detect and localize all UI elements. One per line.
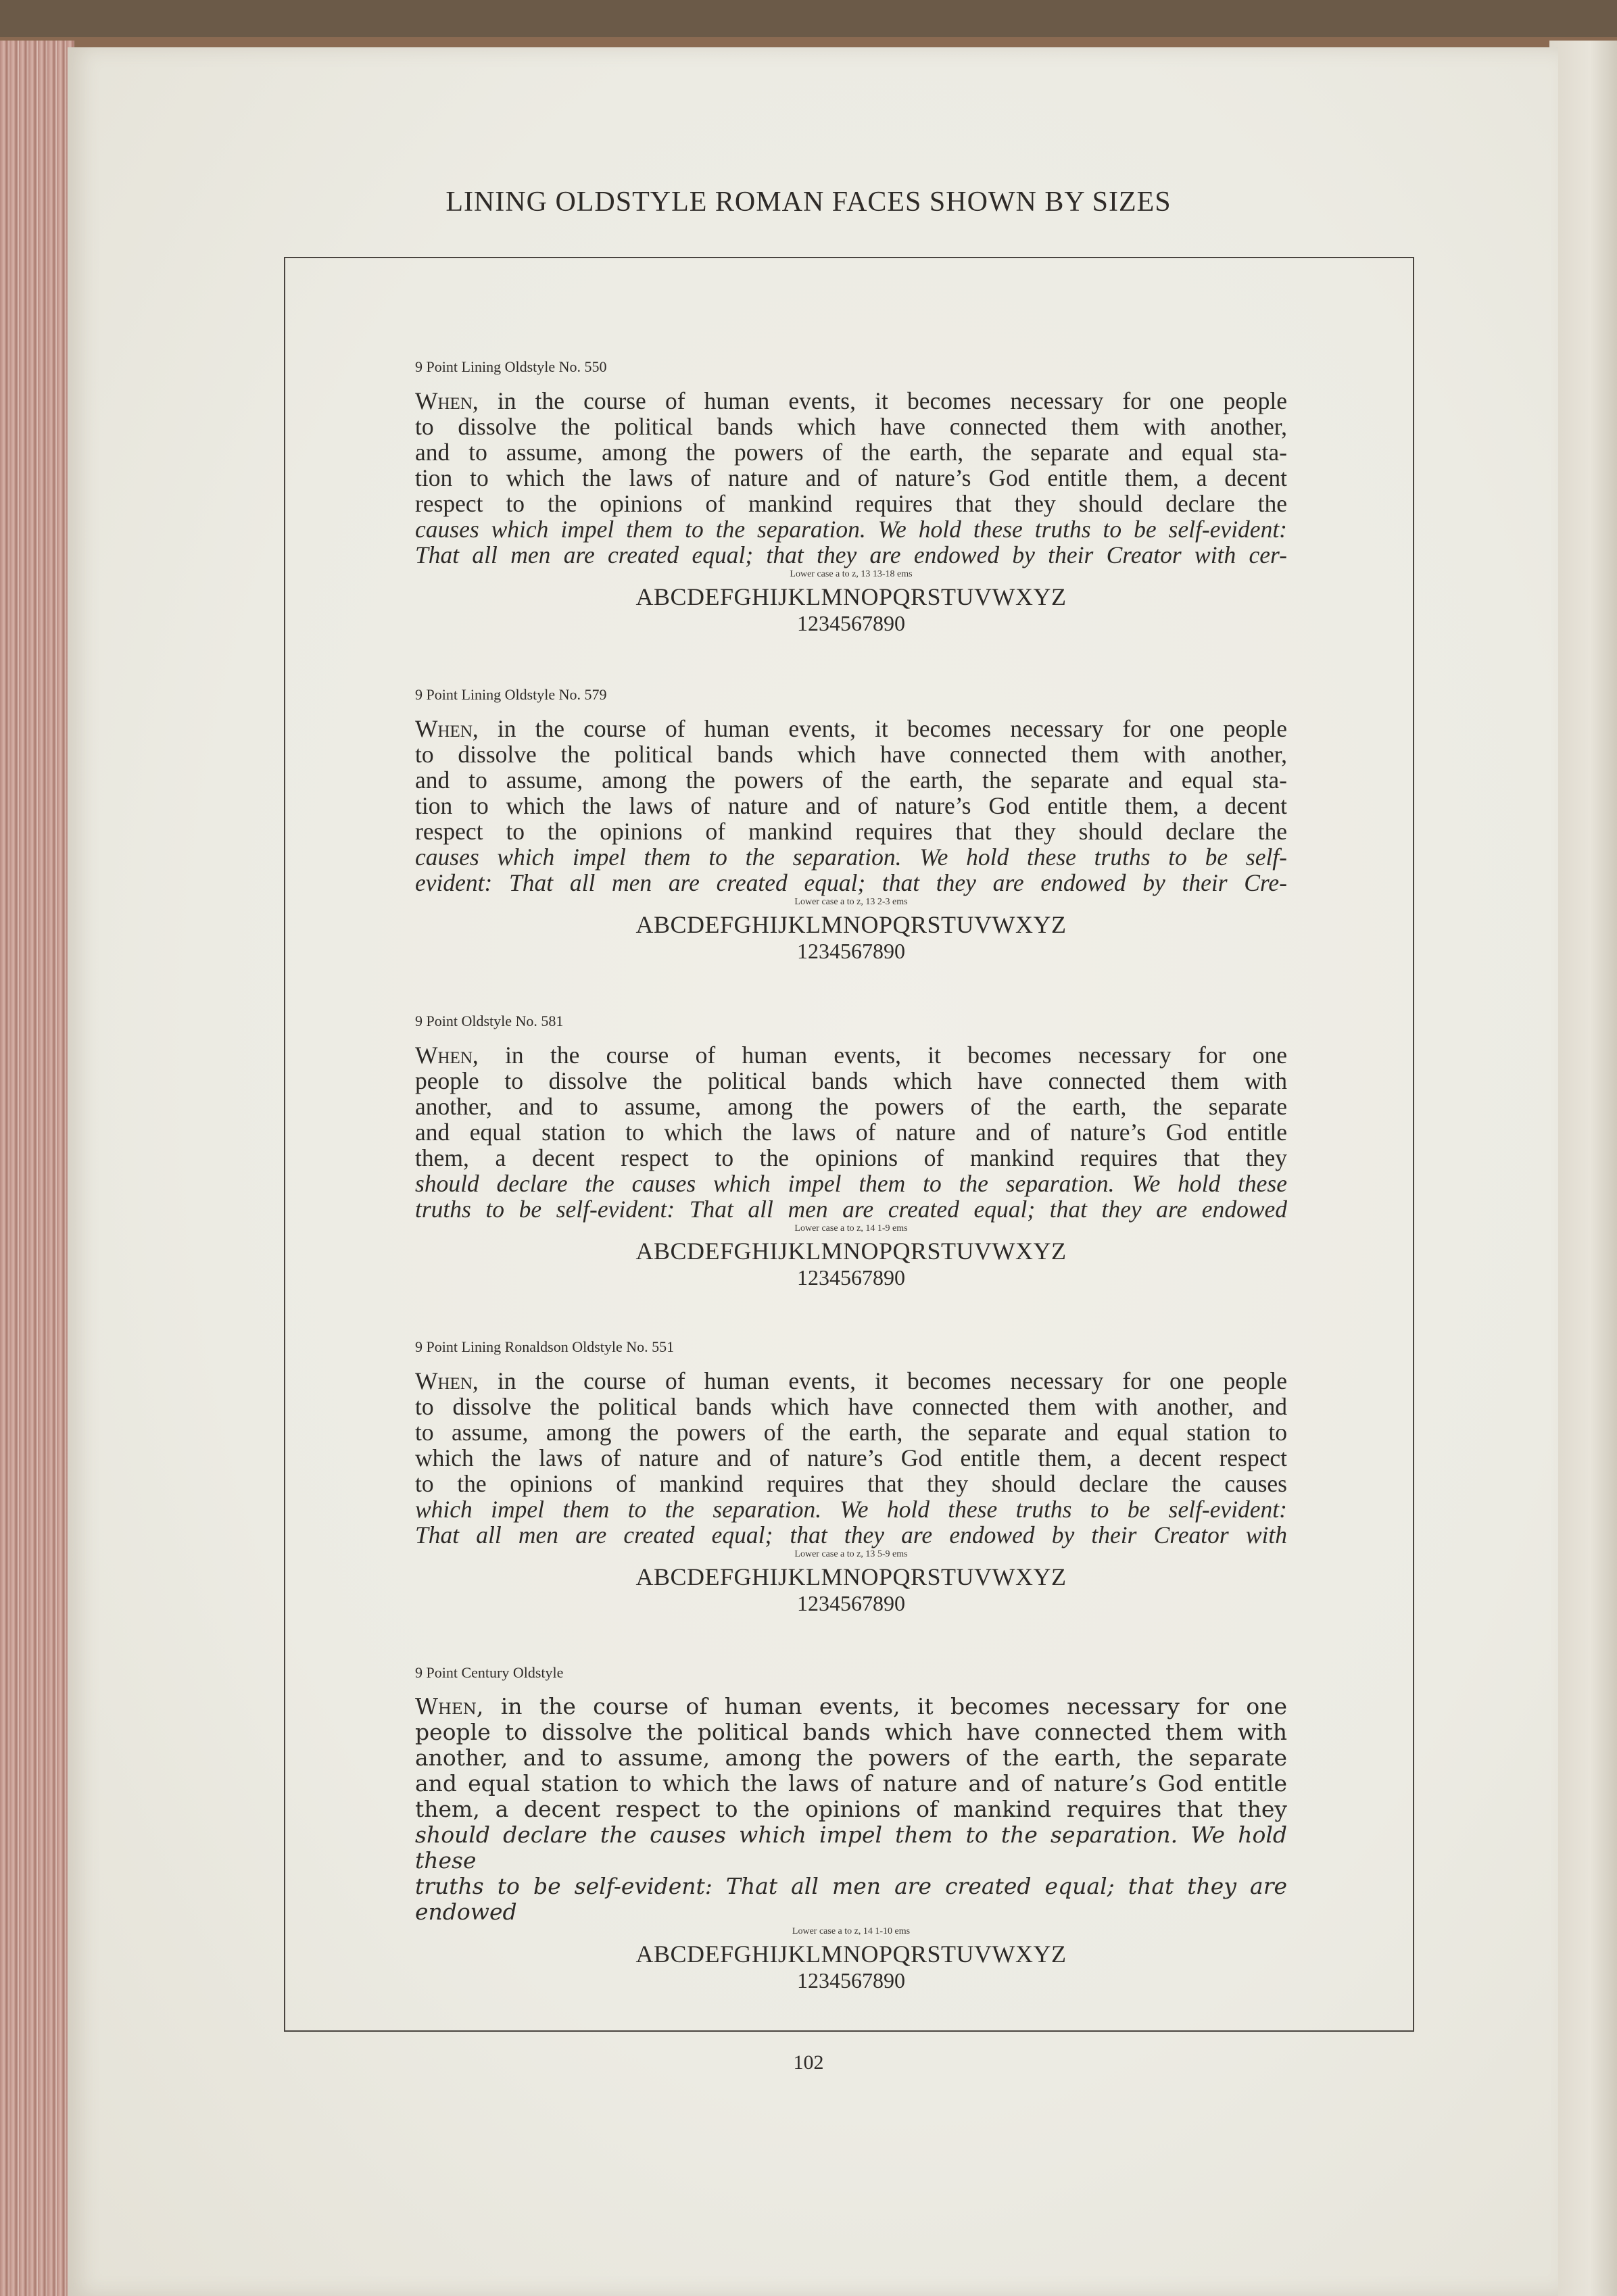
specimen-line: another, and to assume, among the powers of the earth, the separate xyxy=(415,1093,1287,1120)
specimen-line: tion to which the laws of nature and of nature’s God entitle them, a decent xyxy=(415,464,1287,491)
specimen-line: and to assume, among the powers of the earth, the separate and equal sta- xyxy=(415,766,1287,793)
specimen-line: causes which impel them to the separation. We hold these truths to be self-evident: xyxy=(415,516,1287,543)
lowercase-width-note: Lower case a to z, 14 1-9 ems xyxy=(794,1223,908,1234)
specimen-line: That all men are created equal; that they are endowed by their Creator with xyxy=(415,1521,1287,1548)
specimen-line: When, in the course of human events, it becomes necessary for one people xyxy=(415,387,1287,414)
specimen-line: tion to which the laws of nature and of nature’s God entitle them, a decent xyxy=(415,792,1287,819)
specimen-line: and equal station to which the laws of nature and of nature’s God entitle xyxy=(415,1770,1287,1797)
specimen-line: them, a decent respect to the opinions of mankind requires that they xyxy=(415,1144,1287,1171)
specimen-line: evident: That all men are created equal; that they are endowed by their Cre- xyxy=(415,869,1287,896)
specimen-line: When, in the course of human events, it becomes necessary for one xyxy=(415,1042,1287,1069)
specimen-label: 9 Point Oldstyle No. 581 xyxy=(415,1012,564,1029)
lowercase-width-note: Lower case a to z, 13 5-9 ems xyxy=(794,1549,908,1559)
specimen-line: to assume, among the powers of the earth, the separate and equal station to xyxy=(415,1419,1287,1446)
type-specimen xyxy=(415,1012,1287,1290)
specimen-line: to dissolve the political bands which have connected them with another, xyxy=(415,741,1287,768)
numerals: 1234567890 xyxy=(797,1265,905,1290)
specimen-line: to the opinions of mankind requires that they should declare the causes xyxy=(415,1470,1287,1497)
specimen-text xyxy=(415,1694,1287,1925)
capital-alphabet: ABCDEFGHIJKLMNOPQRSTUVWXYZ xyxy=(635,583,1067,610)
type-specimen xyxy=(415,686,1287,963)
type-specimen xyxy=(415,1338,1287,1615)
specimen-line: people to dissolve the political bands which have connected them with xyxy=(415,1067,1287,1094)
type-specimen xyxy=(415,358,1287,635)
specimen-line: truths to be self-evident: That all men are created equal; that they are endowed xyxy=(415,1873,1287,1925)
capital-alphabet: ABCDEFGHIJKLMNOPQRSTUVWXYZ xyxy=(635,1940,1067,1968)
specimen-line: to dissolve the political bands which have connected them with another, xyxy=(415,413,1287,440)
specimen-line: which impel them to the separation. We hold these truths to be self-evident: xyxy=(415,1496,1287,1523)
numerals: 1234567890 xyxy=(797,939,905,963)
specimen-label: 9 Point Lining Oldstyle No. 550 xyxy=(415,358,607,375)
lowercase-width-note: Lower case a to z, 14 1-10 ems xyxy=(792,1926,911,1936)
numerals: 1234567890 xyxy=(797,1968,905,1993)
specimen-line: When, in the course of human events, it becomes necessary for one xyxy=(415,1693,1287,1719)
specimen-label: 9 Point Lining Oldstyle No. 579 xyxy=(415,686,607,703)
specimen-line: to dissolve the political bands which have connected them with another, and xyxy=(415,1393,1287,1420)
specimen-line: them, a decent respect to the opinions of mankind requires that they xyxy=(415,1796,1287,1822)
running-head: LINING OLDSTYLE ROMAN FACES SHOWN BY SIZES xyxy=(445,187,1172,218)
specimen-line: which the laws of nature and of nature’s God entitle them, a decent respect xyxy=(415,1444,1287,1471)
specimen-line: That all men are created equal; that they are endowed by their Creator with cer- xyxy=(415,541,1287,568)
specimen-line: should declare the causes which impel them to the separation. We hold these xyxy=(415,1822,1287,1874)
specimen-line: and equal station to which the laws of nature and of nature’s God entitle xyxy=(415,1119,1287,1146)
capital-alphabet: ABCDEFGHIJKLMNOPQRSTUVWXYZ xyxy=(635,911,1067,938)
specimen-text xyxy=(415,716,1287,896)
specimen-line: people to dissolve the political bands which have connected them with xyxy=(415,1719,1287,1745)
numerals: 1234567890 xyxy=(797,611,905,635)
capital-alphabet: ABCDEFGHIJKLMNOPQRSTUVWXYZ xyxy=(635,1563,1067,1590)
lowercase-width-note: Lower case a to z, 13 2-3 ems xyxy=(794,897,908,907)
numerals: 1234567890 xyxy=(797,1591,905,1615)
specimen-text xyxy=(415,1042,1287,1222)
specimen-text xyxy=(415,1368,1287,1548)
specimen-line: causes which impel them to the separation. We hold these truths to be self- xyxy=(415,844,1287,871)
specimen-line: should declare the causes which impel them to the separation. We hold these xyxy=(415,1170,1287,1197)
book-page-edges xyxy=(0,41,74,2296)
specimen-line: When, in the course of human events, it becomes necessary for one people xyxy=(415,1367,1287,1394)
facing-page-edge xyxy=(1549,41,1617,2296)
specimen-line: another, and to assume, among the powers of the earth, the separate xyxy=(415,1744,1287,1771)
type-specimen xyxy=(415,1664,1287,1993)
specimen-label: 9 Point Lining Ronaldson Oldstyle No. 551 xyxy=(415,1338,675,1355)
specimen-line: and to assume, among the powers of the earth, the separate and equal sta- xyxy=(415,439,1287,466)
lowercase-width-note: Lower case a to z, 13 13-18 ems xyxy=(790,569,913,579)
page-number: 102 xyxy=(793,2051,824,2074)
specimen-line: When, in the course of human events, it becomes necessary for one people xyxy=(415,715,1287,742)
specimen-line: respect to the opinions of mankind requires that they should declare the xyxy=(415,818,1287,845)
capital-alphabet: ABCDEFGHIJKLMNOPQRSTUVWXYZ xyxy=(635,1238,1067,1265)
specimen-label: 9 Point Century Oldstyle xyxy=(415,1664,564,1681)
specimen-line: respect to the opinions of mankind requires that they should declare the xyxy=(415,490,1287,517)
specimen-line: truths to be self-evident: That all men are created equal; that they are endowed xyxy=(415,1196,1287,1223)
specimen-text xyxy=(415,388,1287,568)
